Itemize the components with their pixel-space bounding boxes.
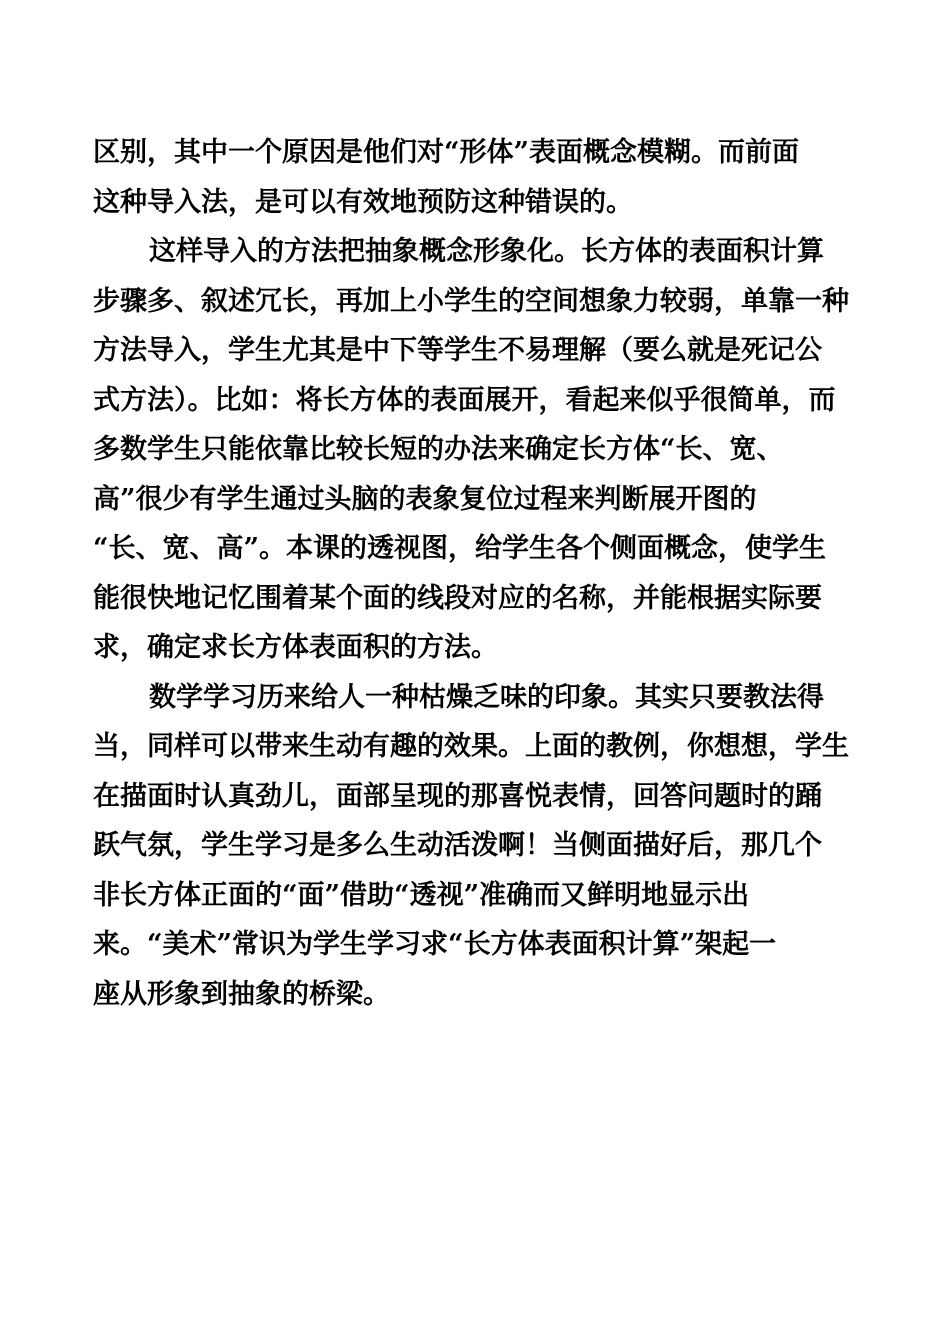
text-line: 在描面时认真劲儿，面部呈现的那喜悦表情，回答问题时的踊 (93, 780, 822, 812)
text-line: 当，同样可以带来生动有趣的效果。上面的教例，你想想，学生 (93, 731, 849, 762)
text-line: 跃气氛，学生学习是多么生动活泼啊！当侧面描好后，那几个 (93, 830, 822, 861)
text-line: “长、宽、高”。本课的透视图，给学生各个侧面概念，使学生 (93, 533, 827, 564)
text-line: 高”很少有学生通过头脑的表象复位过程来判断展开图的 (93, 483, 757, 515)
text-line: 能很快地记忆围着某个面的线段对应的名称，并能根据实际要 (93, 582, 822, 614)
text-line: 座从形象到抽象的桥梁。 (93, 978, 390, 1010)
text-line: 非长方体正面的“面”借助“透视”准确而又鲜明地显示出 (93, 879, 750, 911)
body-text (93, 128, 863, 1019)
paragraph-start-line: 这样导入的方法把抽象概念形象化。长方体的表面积计算 (149, 236, 824, 267)
text-line: 方法导入，学生尤其是中下等学生不易理解（要么就是死记公 (93, 335, 822, 366)
text-line: 多数学生只能依靠比较长短的办法来确定长方体“长、宽、 (93, 434, 784, 465)
text-line: 步骤多、叙述冗长，再加上小学生的空间想象力较弱，单靠一种 (93, 285, 849, 317)
text-line: 这种导入法，是可以有效地预防这种错误的。 (93, 186, 633, 218)
text-line: 区别，其中一个原因是他们对“形体”表面概念模糊。而前面 (93, 137, 800, 168)
paragraph-start-line: 数学学习历来给人一种枯燥乏味的印象。其实只要教法得 (149, 681, 824, 713)
text-line: 来。“美术”常识为学生学习求“长方体表面积计算”架起一 (93, 929, 777, 960)
text-line: 式方法）。比如：将长方体的表面展开，看起来似乎很简单，而 (93, 384, 836, 416)
text-line: 求，确定求长方体表面积的方法。 (93, 632, 498, 663)
